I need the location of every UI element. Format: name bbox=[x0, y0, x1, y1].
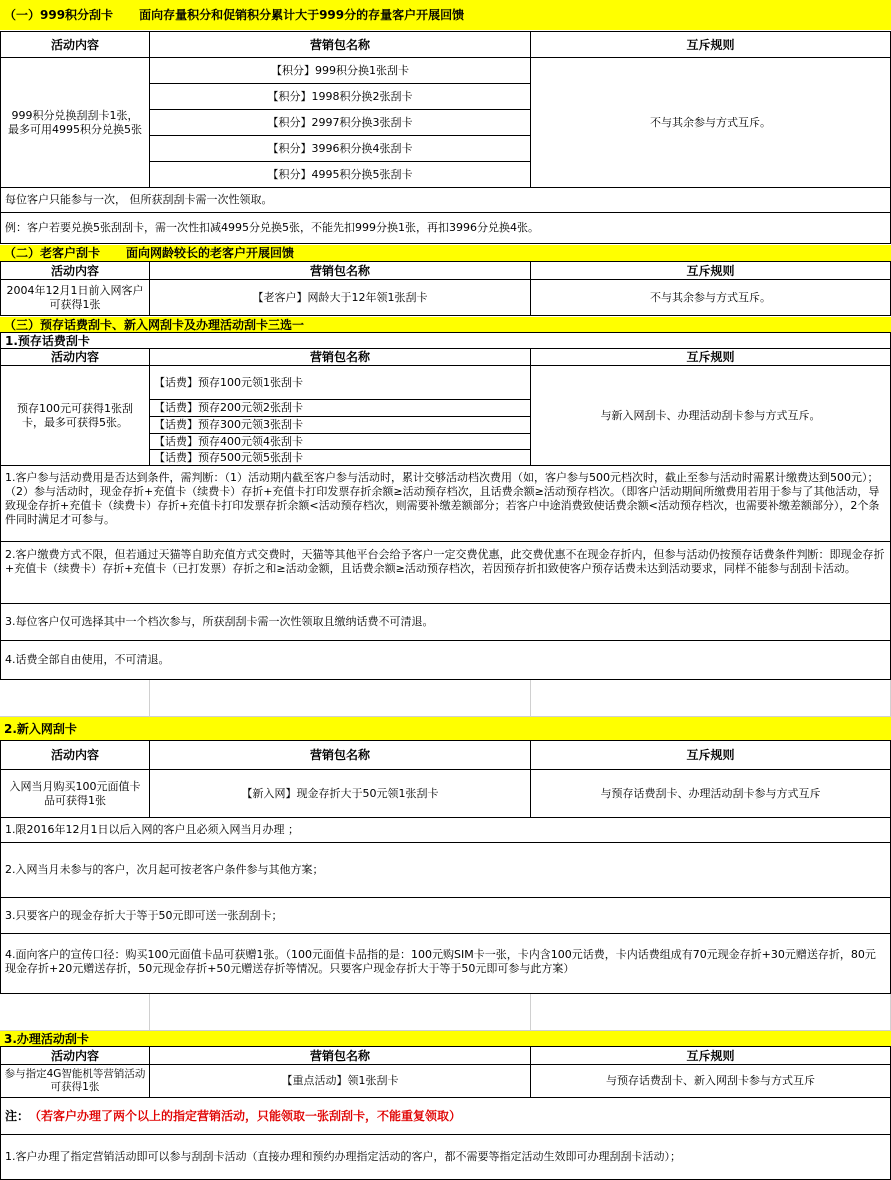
sub2-header-content: 活动内容 bbox=[0, 740, 150, 770]
sub1-note-3: 3.每位客户仅可选择其中一个档次参与，所获刮刮卡需一次性领取且缴纳话费不可清退。 bbox=[0, 603, 891, 641]
sub1-note-1: 1.客户参与活动费用是否达到条件，需判断：（1）活动期内截至客户参与活动时，累计交够活动档次费用（如，客户参与500元档次时，截止至参与活动时需累计缴费达到500元）；（2）参与活动时，现金存折+充值卡（续费卡）存折+充值卡打印发票存折余额≥活动预存档次，且话费余额≥活动预存档次。（即客户活动期间所缴费用若用于参与了其他活动，导致现金存折+充值卡（续费卡）存折+充值卡打印发票存折余额<活动预存档次，则需要补缴差额部分；若客户中途消费致使话费余额<活动预存档次，也需要补缴差额部分），2个条件同时满足才可参与。 bbox=[0, 465, 891, 542]
sec1-package-2: 【积分】1998积分换2张刮卡 bbox=[149, 83, 531, 110]
sub1-package-3: 【话费】预存300元领3张刮卡 bbox=[149, 416, 531, 434]
sec1-header-package: 营销包名称 bbox=[149, 31, 531, 58]
sub2-note-2: 2.入网当月未参与的客户，次月起可按老客户条件参与其他方案； bbox=[0, 842, 891, 898]
sub3-package: 【重点活动】领1张刮卡 bbox=[149, 1064, 531, 1098]
sec2-header-rule: 互斥规则 bbox=[530, 261, 891, 280]
sec1-package-4: 【积分】3996积分换4张刮卡 bbox=[149, 135, 531, 162]
sub2-note-4: 4.面向客户的宣传口径：购买100元面值卡品可获赠1张。（100元面值卡品指的是：100元购SIM卡一张，卡内含100元话费，卡内话费组成有70元现金存折+30元赠送存折，80元现金存折+20元赠送存折，50元现金存折+50元赠送存折等情况。只要客户现金存折大于等于50元即可参与此方案） bbox=[0, 933, 891, 994]
sub1-header-package: 营销包名称 bbox=[149, 348, 531, 366]
sec1-header-rule: 互斥规则 bbox=[530, 31, 891, 58]
section1-subtitle: 面向存量积分和促销积分累计大于999分的存量客户开展回馈 bbox=[139, 8, 465, 22]
sub1-header-rule: 互斥规则 bbox=[530, 348, 891, 366]
sec1-package-5: 【积分】4995积分换5张刮卡 bbox=[149, 161, 531, 188]
section1-title-bar bbox=[0, 0, 891, 30]
sec1-header-content: 活动内容 bbox=[0, 31, 150, 58]
blank-cell bbox=[0, 680, 150, 717]
sub3-note-1: 1.客户办理了指定营销活动即可以参与刮刮卡活动（直接办理和预约办理指定活动的客户，都不需要等指定活动生效即可办理刮刮卡活动）； bbox=[0, 1134, 891, 1180]
sub1-rule: 与新入网刮卡、办理活动刮卡参与方式互斥。 bbox=[530, 365, 891, 466]
sub1-package-2: 【话费】预存200元领2张刮卡 bbox=[149, 399, 531, 417]
section2-title-bar bbox=[0, 245, 891, 261]
sec1-package-1: 【积分】999积分换1张刮卡 bbox=[149, 57, 531, 84]
sub3-header-content: 活动内容 bbox=[0, 1046, 150, 1065]
sec2-package: 【老客户】网龄大于12年领1张刮卡 bbox=[149, 279, 531, 316]
sub3-note-label: 注： bbox=[5, 1109, 30, 1123]
sub2-activity-content: 入网当月购买100元面值卡品可获得1张 bbox=[0, 769, 150, 818]
sub1-note-4: 4.话费全部自由使用，不可清退。 bbox=[0, 640, 891, 680]
sub3-note-row bbox=[0, 1097, 891, 1135]
blank-cell bbox=[531, 680, 891, 717]
sub1-activity-content: 预存100元可获得1张刮卡，最多可获得5张。 bbox=[0, 365, 150, 466]
section3-title: （三）预存话费刮卡、新入网刮卡及办理活动刮卡三选一 bbox=[4, 318, 305, 332]
sub2-rule: 与预存话费刮卡、办理活动刮卡参与方式互斥 bbox=[530, 769, 891, 818]
section3-title-bar bbox=[0, 317, 891, 333]
sec2-activity-content: 2004年12月1日前入网客户可获得1张 bbox=[0, 279, 150, 316]
sub1-header-content: 活动内容 bbox=[0, 348, 150, 366]
sec1-note-1: 每位客户只能参与一次， 但所获刮刮卡需一次性领取。 bbox=[0, 187, 891, 213]
sub2-title-bar bbox=[0, 717, 891, 740]
sub2-title: 2.新入网刮卡 bbox=[4, 721, 77, 736]
sub3-header-rule: 互斥规则 bbox=[530, 1046, 891, 1065]
sec2-header-package: 营销包名称 bbox=[149, 261, 531, 280]
sub2-header-package: 营销包名称 bbox=[149, 740, 531, 770]
sec2-header-content: 活动内容 bbox=[0, 261, 150, 280]
sub1-title: 1.预存话费刮卡 bbox=[0, 332, 891, 349]
sub1-note-2: 2.客户缴费方式不限，但若通过天猫等自助充值方式交费时，天猫等其他平台会给予客户一定交费优惠，此交费优惠不在现金存折内，但参与活动仍按预存话费条件判断：即现金存折+充值卡（续费卡）存折+充值卡（已打发票）存折之和≥活动金额，且话费余额≥活动预存档次，若因预存折扣致使客户预存话费未达到活动要求，同样不能参与刮刮卡活动。 bbox=[0, 541, 891, 604]
blank-cell bbox=[0, 994, 150, 1031]
sub2-note-3: 3.只要客户的现金存折大于等于50元即可送一张刮刮卡； bbox=[0, 897, 891, 934]
sub2-note-1: 1.限2016年12月1日以后入网的客户且必须入网当月办理 ； bbox=[0, 817, 891, 843]
sub1-package-1: 【话费】预存100元领1张刮卡 bbox=[149, 365, 531, 400]
section1-title: （一）999积分刮卡 bbox=[4, 8, 114, 22]
sec1-activity-content: 999积分兑换刮刮卡1张，最多可用4995积分兑换5张 bbox=[0, 57, 150, 188]
sub3-title: 3.办理活动刮卡 bbox=[4, 1032, 89, 1046]
sub3-activity-content: 参与指定4G智能机等营销活动可获得1张 bbox=[0, 1064, 150, 1098]
sub3-note-warning: （若客户办理了两个以上的指定营销活动，只能领取一张刮刮卡，不能重复领取） bbox=[29, 1109, 462, 1123]
sub1-package-4: 【话费】预存400元领4张刮卡 bbox=[149, 433, 531, 450]
sub1-package-5: 【话费】预存500元领5张刮卡 bbox=[149, 449, 531, 466]
sub3-header-package: 营销包名称 bbox=[149, 1046, 531, 1065]
sec2-rule: 不与其余参与方式互斥。 bbox=[530, 279, 891, 316]
blank-cell bbox=[150, 680, 531, 717]
sub3-title-bar bbox=[0, 1031, 891, 1047]
sec1-note-2: 例：客户若要兑换5张刮刮卡，需一次性扣减4995分兑换5张，不能先扣999分换1张，再扣3996分兑换4张。 bbox=[0, 212, 891, 244]
blank-cell bbox=[150, 994, 531, 1031]
sub2-package: 【新入网】现金存折大于50元领1张刮卡 bbox=[149, 769, 531, 818]
blank-cell bbox=[531, 994, 891, 1031]
section2-subtitle: 面向网龄较长的老客户开展回馈 bbox=[126, 246, 295, 260]
section2-title: （二）老客户刮卡 bbox=[4, 246, 101, 260]
sub2-header-rule: 互斥规则 bbox=[530, 740, 891, 770]
sec1-rule: 不与其余参与方式互斥。 bbox=[530, 57, 891, 188]
sub3-rule: 与预存话费刮卡、新入网刮卡参与方式互斥 bbox=[530, 1064, 891, 1098]
sec1-package-3: 【积分】2997积分换3张刮卡 bbox=[149, 109, 531, 136]
